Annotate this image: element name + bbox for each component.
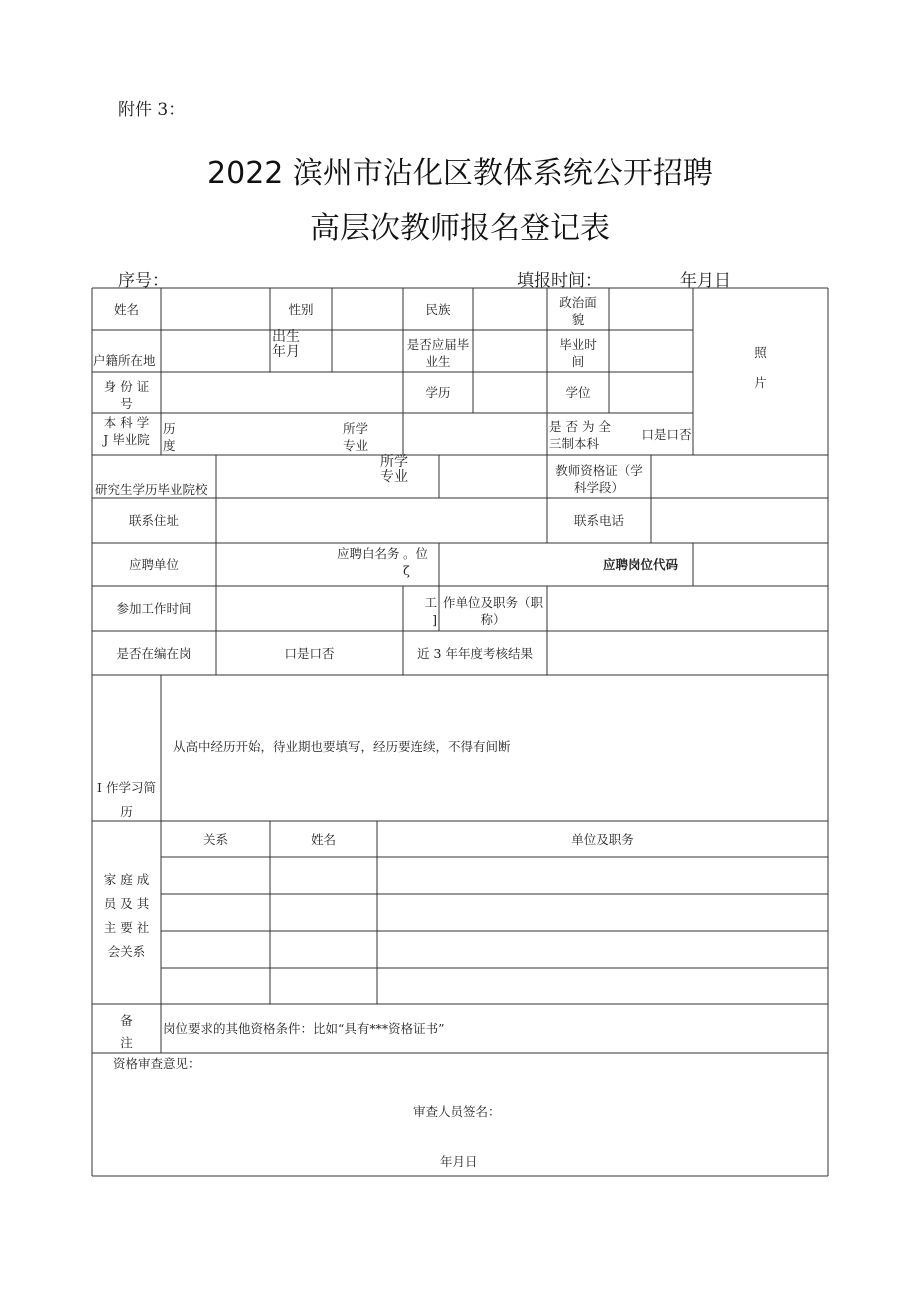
- page-title-line1: 2022 滨州市沾化区教体系统公开招聘: [207, 156, 713, 191]
- degree-label: 学位: [565, 385, 591, 400]
- assessment-label: 近 3 年年度考核结果: [417, 646, 533, 661]
- photo-label: 照 片: [754, 345, 767, 390]
- on-staff-yes-no[interactable]: 口是口否: [284, 646, 335, 661]
- hukou-label: 户籍所在地: [93, 353, 156, 368]
- political-status-label: 政治面 貌: [559, 295, 597, 327]
- col-relation: 关系: [202, 832, 228, 847]
- col-name: 姓名: [310, 832, 336, 847]
- reviewer-signature-label: 审查人员签名：: [413, 1104, 501, 1119]
- remark-text[interactable]: 岗位要求的其他资格条件：比如“具有***资格证书”: [163, 1021, 445, 1036]
- attachment-label: 附件 3：: [118, 100, 186, 120]
- work-start-label: 参加工作时间: [116, 601, 192, 616]
- teacher-cert-label: 教师资格证（学 科学段）: [555, 463, 643, 495]
- address-label: 联系住址: [128, 513, 179, 528]
- fresh-graduate-label: 是否应届毕 业生: [406, 337, 470, 369]
- resume-hint[interactable]: 从高中经历开始，待业期也要填写，经历要连续，不得有间断: [173, 739, 511, 754]
- name-label: 姓名: [113, 302, 139, 317]
- grad-school-label: 研究生学历毕业院校: [95, 482, 208, 497]
- bachelor-school-label: 本 科 学 J 毕业院: [103, 415, 150, 447]
- col-unit-position: 单位及职务: [571, 832, 634, 847]
- gender-label: 性别: [288, 302, 314, 317]
- ethnicity-label: 民族: [425, 302, 451, 317]
- bachelor-school-label-cont: 历 度: [163, 421, 176, 453]
- birth-date-label: 出生 年月: [272, 329, 300, 360]
- page-title-line2: 高层次教师报名登记表: [310, 211, 610, 246]
- post-code-label: 应聘岗位代码: [603, 557, 679, 572]
- education-label: 学历: [425, 385, 451, 400]
- apply-post-label: 应聘白名务: [337, 546, 400, 561]
- fill-time-label: 填报时间：: [517, 271, 602, 291]
- grad-major-label: 所学 专业: [380, 454, 408, 485]
- remark-label: 备 注: [120, 1013, 133, 1050]
- phone-label: 联系电话: [573, 513, 624, 528]
- fulltime-bachelor-label: 是 否 为 全 三制本科: [549, 419, 611, 451]
- graduation-time-label: 毕业时 间: [559, 337, 597, 369]
- fill-date-label: 年月日: [680, 271, 731, 291]
- review-date-label: 年月日: [440, 1154, 478, 1169]
- fulltime-yes-no[interactable]: 口是口否: [641, 427, 692, 442]
- id-number-label: 身 份 证 号: [103, 379, 150, 411]
- on-staff-label: 是否在编在岗: [116, 646, 192, 661]
- bachelor-major-label: 所学 专业: [343, 421, 369, 453]
- review-opinion-label: 资格审查意见：: [113, 1056, 201, 1071]
- work-unit-label-cont: 作单位及职务（职 称）: [442, 595, 543, 627]
- resume-label: I 作学习简 历: [97, 780, 156, 819]
- family-relations-label: 家 庭 成 员 及 其 主 要 社 会关系: [103, 872, 150, 959]
- apply-post-label-cont: 。位 ζ: [403, 546, 429, 578]
- work-unit-label: 工 ]: [424, 595, 437, 627]
- serial-label: 序号：: [118, 271, 169, 291]
- apply-unit-label: 应聘单位: [128, 557, 179, 572]
